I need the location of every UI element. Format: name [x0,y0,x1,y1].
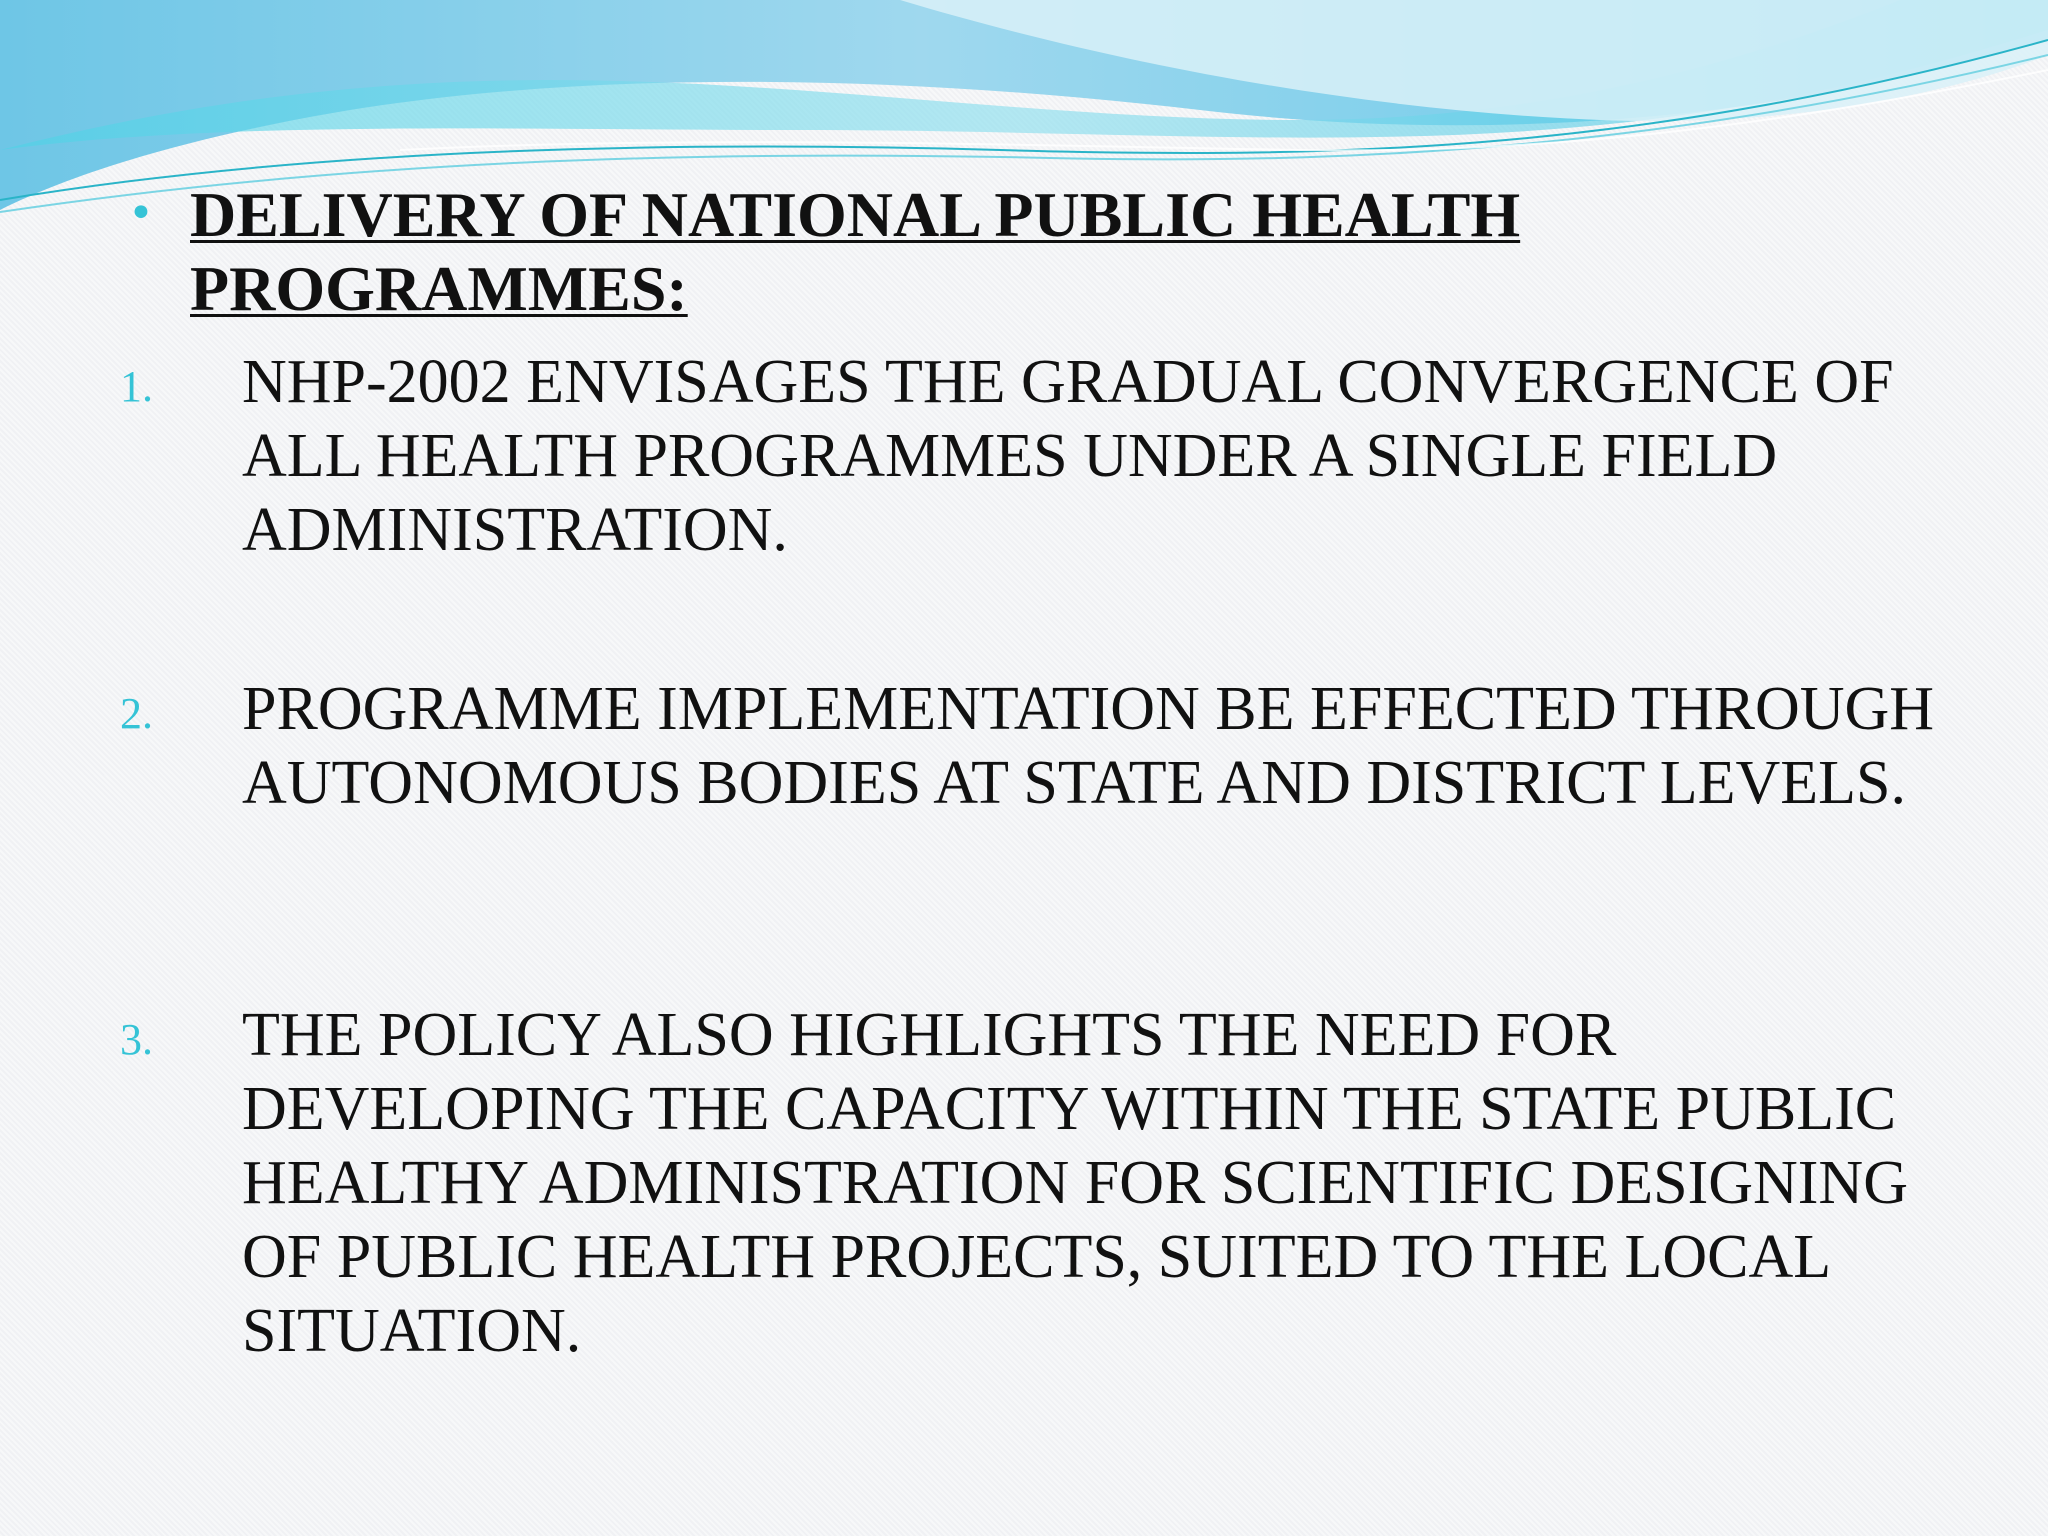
list-item-2 [120,672,2000,820]
item-text: NHP-2002 ENVISAGES THE GRADUAL CONVERGENCE OF ALL HEALTH PROGRAMMES UNDER A SINGLE FIELD ADMINISTRATION. [242,348,1894,564]
item-text: THE POLICY ALSO HIGHLIGHTS THE NEED FOR DEVELOPING THE CAPACITY WITHIN THE STATE PUBLIC HEALTHY ADMINISTRATION FOR SCIENTIFIC DESIGNING OF PUBLIC HEALTH PROJECTS, SUITED TO THE LOCAL SITUATION. [242,1001,1908,1365]
list-item-3 [120,998,2000,1368]
heading-row [128,178,1928,326]
item-number: 1. [120,362,153,411]
heading-bullet: • [128,188,154,239]
slide-heading: DELIVERY OF NATIONAL PUBLIC HEALTH PROGRAMMES: [190,179,1521,324]
item-number: 3. [120,1015,153,1064]
item-number: 2. [120,689,153,738]
item-text: PROGRAMME IMPLEMENTATION BE EFFECTED THROUGH AUTONOMOUS BODIES AT STATE AND DISTRICT LEVELS. [242,675,1935,817]
list-item-1 [120,345,2000,567]
